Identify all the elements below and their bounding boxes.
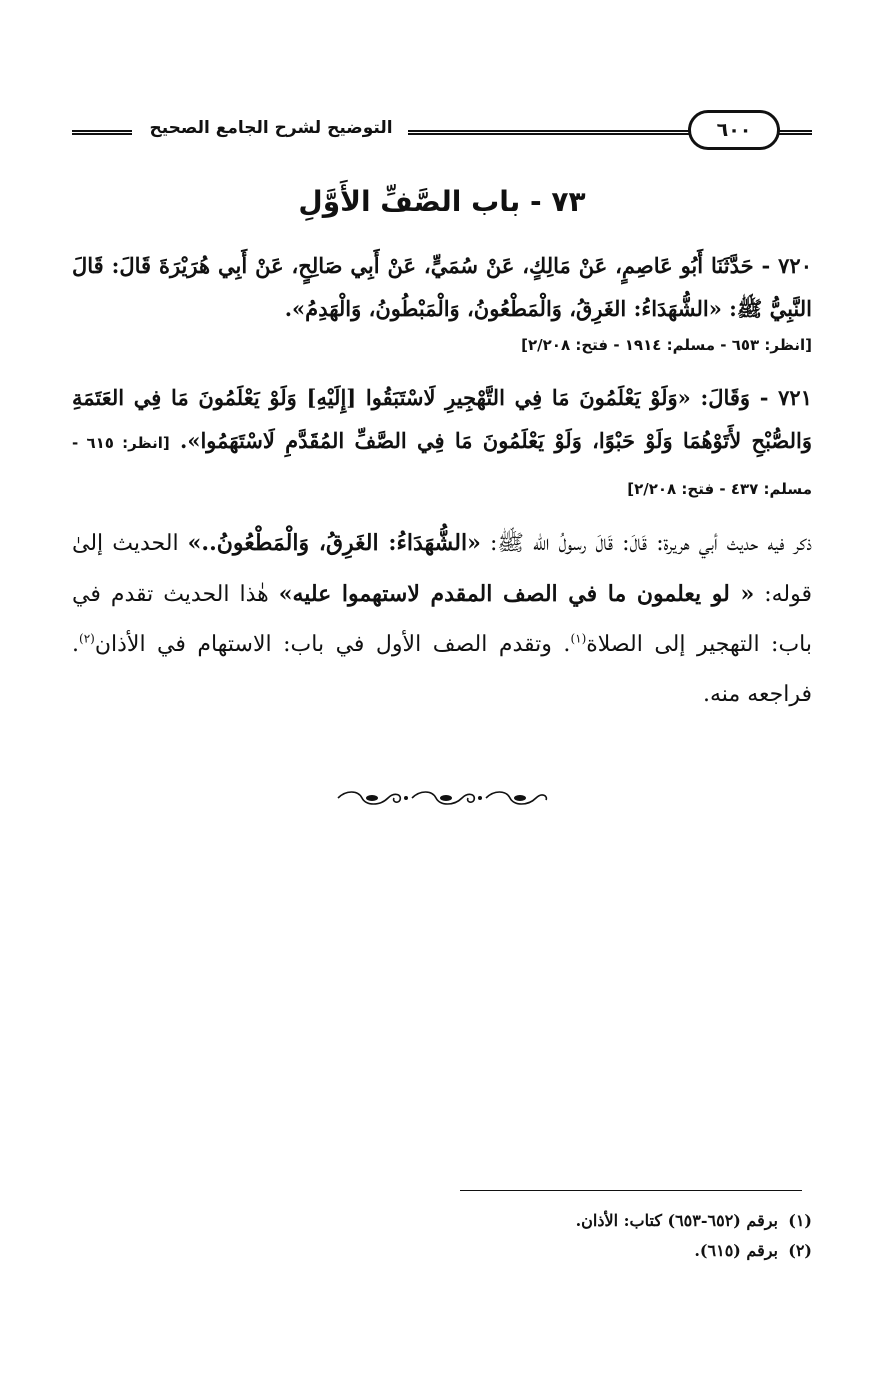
footnote-2 [400,1236,812,1266]
hadith-720 [72,244,812,360]
hadith-720-text: ٧٢٠ - حَدَّثَنَا أَبُو عَاصِمٍ، عَنْ مَالِكٍ، عَنْ سُمَيٍّ، عَنْ أَبِي صَالِحٍ، عَنْ أَبِي هُرَيْرَةَ قَالَ: قَالَ النَّبِيُّ ﷺ: «الشُّهَدَاءُ: الغَرِقُ، وَالْمَطْعُونُ، وَالْمَبْطُونُ، وَالْهَدِمُ». [72,253,812,321]
header-rule-left [72,130,132,135]
hadith-721-text: ٧٢١ - وَقَالَ: «وَلَوْ يَعْلَمُونَ مَا فِي التَّهْجِيرِ لَاسْتَبَقُوا [إِلَيْهِ] وَلَوْ يَعْلَمُونَ مَا فِي العَتَمَةِ وَالصُّبْحِ لأَتَوْهُمَا وَلَوْ حَبْوًا، وَلَوْ يَعْلَمُونَ مَا فِي الصَّفِّ المُقَدَّمِ لَاسْتَهَمُوا». [72,385,813,453]
header-rule-right [778,130,812,135]
chapter-title: ٧٣ - باب الصَّفِّ الأَوَّلِ [298,185,586,218]
ornament-divider-icon [332,786,552,810]
footnote-separator [460,1190,802,1191]
commentary-cross-ref-2: . وتقدم الصف الأول في باب: الاستهام في الأذان [94,632,571,657]
footnote-marker-1[interactable]: (١) [570,631,587,646]
footnote-1 [400,1206,812,1236]
footnote-1-text: برقم (٦٥٢-٦٥٣) كتاب: الأذان. [575,1211,778,1230]
page-number-badge: ٦٠٠ [688,110,780,150]
hadith-720-reference: [انظر: ٦٥٣ - مسلم: ١٩١٤ - فتح: ٢/٢٠٨] [521,336,812,354]
commentary-until: الحديث إلىٰ قوله: [72,531,812,607]
footnote-marker-2[interactable]: (٢) [79,631,95,646]
header-rule-middle [408,130,690,135]
commentary-cross-ref-1: هٰذا الحديث تقدم في باب: التهجير إلى الصلاة [72,582,813,657]
footnotes [400,1206,812,1266]
footnote-2-number: (٢) [788,1241,812,1260]
running-head [72,112,812,152]
commentary-intro: ذكر فيه حديث أبي هريرة: قَالَ: قَالَ رسولُ الله ﷺ: [480,531,812,556]
footnote-2-text: برقم (٦١٥). [694,1241,778,1260]
footnote-1-number: (١) [788,1211,812,1230]
running-title: التوضيح لشرح الجامع الصحيح [149,118,393,138]
hadith-721 [72,376,812,511]
commentary-quote-martyrs: «الشُّهَدَاءُ: الغَرِقُ، وَالْمَطْعُونُ..» [187,530,481,556]
commentary-quote-first-row: « لو يعلمون ما في الصف المقدم لاستهموا عليه» [278,581,755,607]
commentary-closing: . فراجعه منه. [72,632,812,707]
commentary-paragraph [72,518,812,720]
hadith-721-reference: [انظر: ٦١٥ - مسلم: ٤٣٧ - فتح: ٢/٢٠٨] [72,434,812,498]
